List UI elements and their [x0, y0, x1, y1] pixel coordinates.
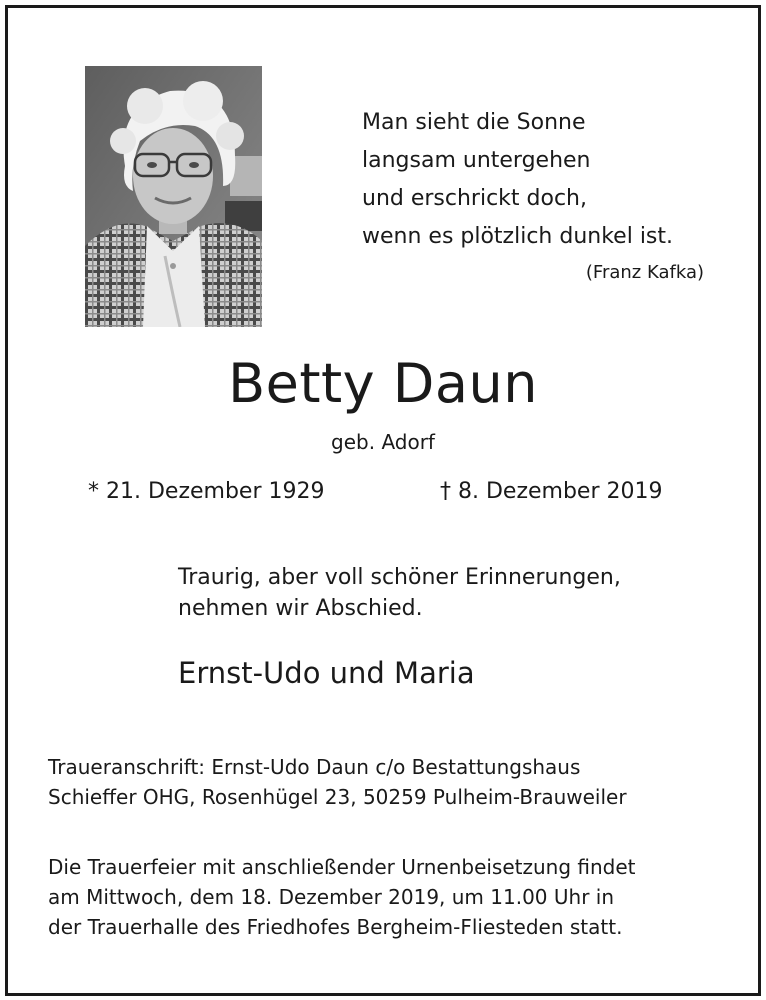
portrait-image: [85, 66, 262, 327]
death-date: † 8. Dezember 2019: [440, 479, 663, 504]
poem-line: und erschrickt doch,: [362, 186, 587, 211]
portrait-photo: [85, 66, 262, 327]
farewell-line: Traurig, aber voll schöner Erinnerungen,: [178, 565, 621, 590]
farewell-text: [178, 562, 621, 624]
service-line: der Trauerhalle des Friedhofes Bergheim-Fliesteden statt.: [48, 915, 623, 939]
poem-line: Man sieht die Sonne: [362, 110, 586, 135]
address-line: Schieffer OHG, Rosenhügel 23, 50259 Pulheim-Brauweiler: [48, 785, 627, 809]
poem-quote: [362, 104, 707, 256]
service-line: Die Trauerfeier mit anschließender Urnenbeisetzung findet: [48, 855, 636, 879]
family-names: Ernst-Udo und Maria: [178, 656, 475, 690]
birth-date: * 21. Dezember 1929: [88, 479, 325, 504]
poem-line: langsam untergehen: [362, 148, 591, 173]
poem-author: (Franz Kafka): [585, 262, 704, 283]
deceased-name: Betty Daun: [228, 352, 538, 415]
service-line: am Mittwoch, dem 18. Dezember 2019, um 11.00 Uhr in: [48, 885, 615, 909]
mourning-address: [48, 752, 627, 812]
birth-name: geb. Adorf: [331, 430, 435, 454]
funeral-service-info: [48, 852, 636, 942]
address-line: Traueranschrift: Ernst-Udo Daun c/o Bestattungshaus: [48, 755, 581, 779]
poem-line: wenn es plötzlich dunkel ist.: [362, 224, 674, 249]
farewell-line: nehmen wir Abschied.: [178, 596, 423, 621]
